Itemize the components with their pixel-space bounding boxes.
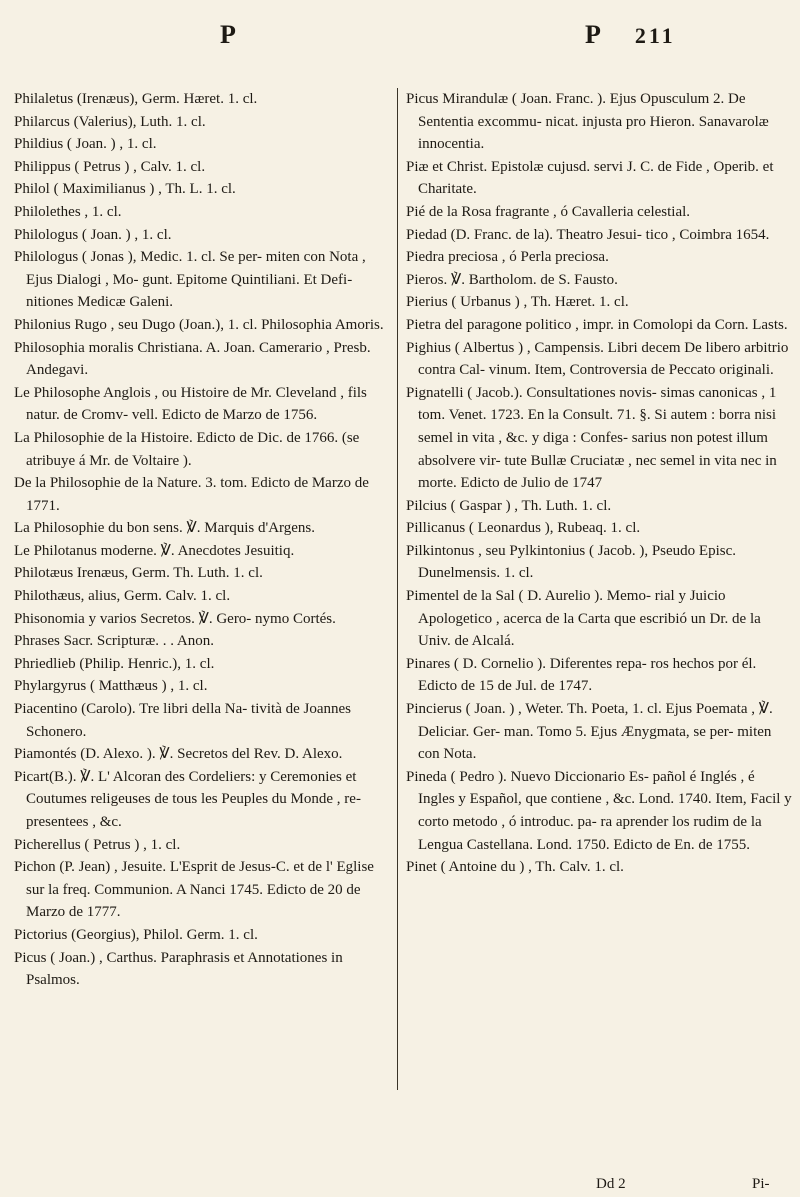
index-entry: Piedad (D. Franc. de la). Theatro Jesui- tico , Coimbra 1654. xyxy=(406,226,770,243)
index-entry: Pighius ( Albertus ) , Campensis. Libri decem De libero arbitrio contra Cal- vinum. Item, Controversia de Peccato originali. xyxy=(406,339,789,379)
index-entry: Phildius ( Joan. ) , 1. cl. xyxy=(14,136,157,153)
index-entry: Philolethes , 1. cl. xyxy=(14,203,122,220)
index-entry: Pié de la Rosa fragrante , ó Cavalleria celestial. xyxy=(406,203,691,220)
index-entry: La Philosophie de la Histoire. Edicto de Dic. de 1766. (se atribuye á Mr. de Voltaire ). xyxy=(14,429,360,469)
right-column xyxy=(406,88,794,879)
index-entry: De la Philosophie de la Nature. 3. tom. Edicto de Marzo de 1771. xyxy=(14,475,369,514)
right-head-letter: P xyxy=(585,20,603,49)
index-entry: Pimentel de la Sal ( D. Aurelio ). Memo- rial y Juicio Apologetico , acerca de la Carta que escribió un Dr. de la Univ. de Alcalá. xyxy=(406,588,761,650)
index-entry: Philosophia moralis Christiana. A. Joan. Camerario , Presb. Andegavi. xyxy=(14,339,371,379)
left-running-head: P xyxy=(220,20,238,49)
index-entry: Pincierus ( Joan. ) , Weter. Th. Poeta, 1. cl. Ejus Poemata , ℣. Deliciar. Ger- man. Tomo 5. Ejus Ænygmata, se per- miten con Nota. xyxy=(406,701,773,763)
index-entry: Pictorius (Georgius), Philol. Germ. 1. cl. xyxy=(14,926,258,943)
index-entry: Picus Mirandulæ ( Joan. Franc. ). Ejus Opusculum 2. De Sententia excommu- nicat. injusta pro Hieron. Sanavarolæ innocentia. xyxy=(406,91,769,153)
index-entry: Pillicanus ( Leonardus ), Rubeaq. 1. cl. xyxy=(406,520,641,537)
index-entry: Pilcius ( Gaspar ) , Th. Luth. 1. cl. xyxy=(406,497,612,514)
index-entry: Le Philosophe Anglois , ou Histoire de Mr. Cleveland , fils natur. de Cromv- vell. Edicto de Marzo de 1756. xyxy=(14,384,367,424)
index-entry: Le Philotanus moderne. ℣. Anecdotes Jesuitiq. xyxy=(14,542,295,559)
index-entry: Philippus ( Petrus ) , Calv. 1. cl. xyxy=(14,158,206,175)
index-entry: Phylargyrus ( Matthæus ) , 1. cl. xyxy=(14,678,208,695)
index-entry: Pieros. ℣. Bartholom. de S. Fausto. xyxy=(406,271,618,288)
index-entry: Philol ( Maximilianus ) , Th. L. 1. cl. xyxy=(14,181,236,198)
index-entry: Piedra preciosa , ó Perla preciosa. xyxy=(406,249,609,266)
index-entry: Piæ et Christ. Epistolæ cujusd. servi J. C. de Fide , Operib. et Charitate. xyxy=(406,158,774,198)
column-divider xyxy=(397,88,398,1090)
index-entry: Phisonomia y varios Secretos. ℣. Gero- nymo Cortés. xyxy=(14,610,336,627)
index-entry: Philologus ( Jonas ), Medic. 1. cl. Se per- miten con Nota , Ejus Dialogi , Mo- gunt. Epitome Quintiliani. Et Defi- nitiones Medicæ Galeni. xyxy=(14,249,366,311)
index-entry: Picart(B.). ℣. L' Alcoran des Cordeliers: y Ceremonies et Coutumes religeuses de tous les Peuples du Monde , re- presentees , &c. xyxy=(14,768,361,830)
index-entry: Pichon (P. Jean) , Jesuite. L'Esprit de Jesus-C. et de l' Eglise sur la freq. Communion. A Nanci 1745. Edicto de 20 de Marzo de 1777. xyxy=(14,859,374,921)
index-entry: Pignatelli ( Jacob.). Consultationes novis- simas canonicas , 1 tom. Venet. 1723. En la Consult. 71. §. Si autem : borra nisi semel in vita , &c. y diga : Confes- sarius non potest illum absolvere vir- tute Bullæ Cruciatæ , nec semel in vita nec in morte. Edicto de Julio de 1747 xyxy=(406,384,777,492)
catchword: Pi- xyxy=(752,1176,770,1192)
index-entry: Philaletus (Irenæus), Germ. Hæret. 1. cl. xyxy=(14,91,258,107)
index-entry: Piamontés (D. Alexo. ). ℣. Secretos del Rev. D. Alexo. xyxy=(14,746,343,763)
right-running-head xyxy=(585,20,676,50)
index-entry: Phrases Sacr. Scripturæ. . . Anon. xyxy=(14,633,214,650)
index-entry: Philarcus (Valerius), Luth. 1. cl. xyxy=(14,113,206,130)
index-entry: Pietra del paragone politico , impr. in Comolopi da Corn. Lasts. xyxy=(406,316,788,333)
left-column xyxy=(14,88,394,992)
index-entry: Philonius Rugo , seu Dugo (Joan.), 1. cl. Philosophia Amoris. xyxy=(14,316,384,333)
index-entry: Picherellus ( Petrus ) , 1. cl. xyxy=(14,836,181,853)
index-entry: Piacentino (Carolo). Tre libri della Na- tività de Joannes Schonero. xyxy=(14,701,352,740)
index-entry: Philotæus Irenæus, Germ. Th. Luth. 1. cl. xyxy=(14,565,263,582)
index-entry: Picus ( Joan.) , Carthus. Paraphrasis et Annotationes in Psalmos. xyxy=(14,949,343,989)
index-entry: Pilkintonus , seu Pylkintonius ( Jacob. ), Pseudo Episc. Dunelmensis. 1. cl. xyxy=(406,542,736,582)
index-entry: Pinet ( Antoine du ) , Th. Calv. 1. cl. xyxy=(406,859,624,876)
index-entry: Philothæus, alius, Germ. Calv. 1. cl. xyxy=(14,588,231,605)
index-entry: Philologus ( Joan. ) , 1. cl. xyxy=(14,226,172,243)
index-entry: Phriedlieb (Philip. Henric.), 1. cl. xyxy=(14,655,215,672)
index-entry: Pinares ( D. Cornelio ). Diferentes repa- ros hechos por él. Edicto de 15 de Jul. de 1747. xyxy=(406,655,757,695)
index-entry: Pineda ( Pedro ). Nuevo Diccionario Es- pañol é Inglés , é Ingles y Español, que contiene , &c. Lond. 1740. Item, Facil y corto metodo , ó introduc. pa- ra aprender los rudim de la Lengua Castellana. Lond. 1750. Edicto de En. de 1755. xyxy=(406,768,792,853)
index-entry: La Philosophie du bon sens. ℣. Marquis d'Argens. xyxy=(14,520,316,537)
signature-mark: Dd 2 xyxy=(596,1176,626,1192)
page-number: 211 xyxy=(634,23,676,48)
index-entry: Pierius ( Urbanus ) , Th. Hæret. 1. cl. xyxy=(406,294,629,311)
